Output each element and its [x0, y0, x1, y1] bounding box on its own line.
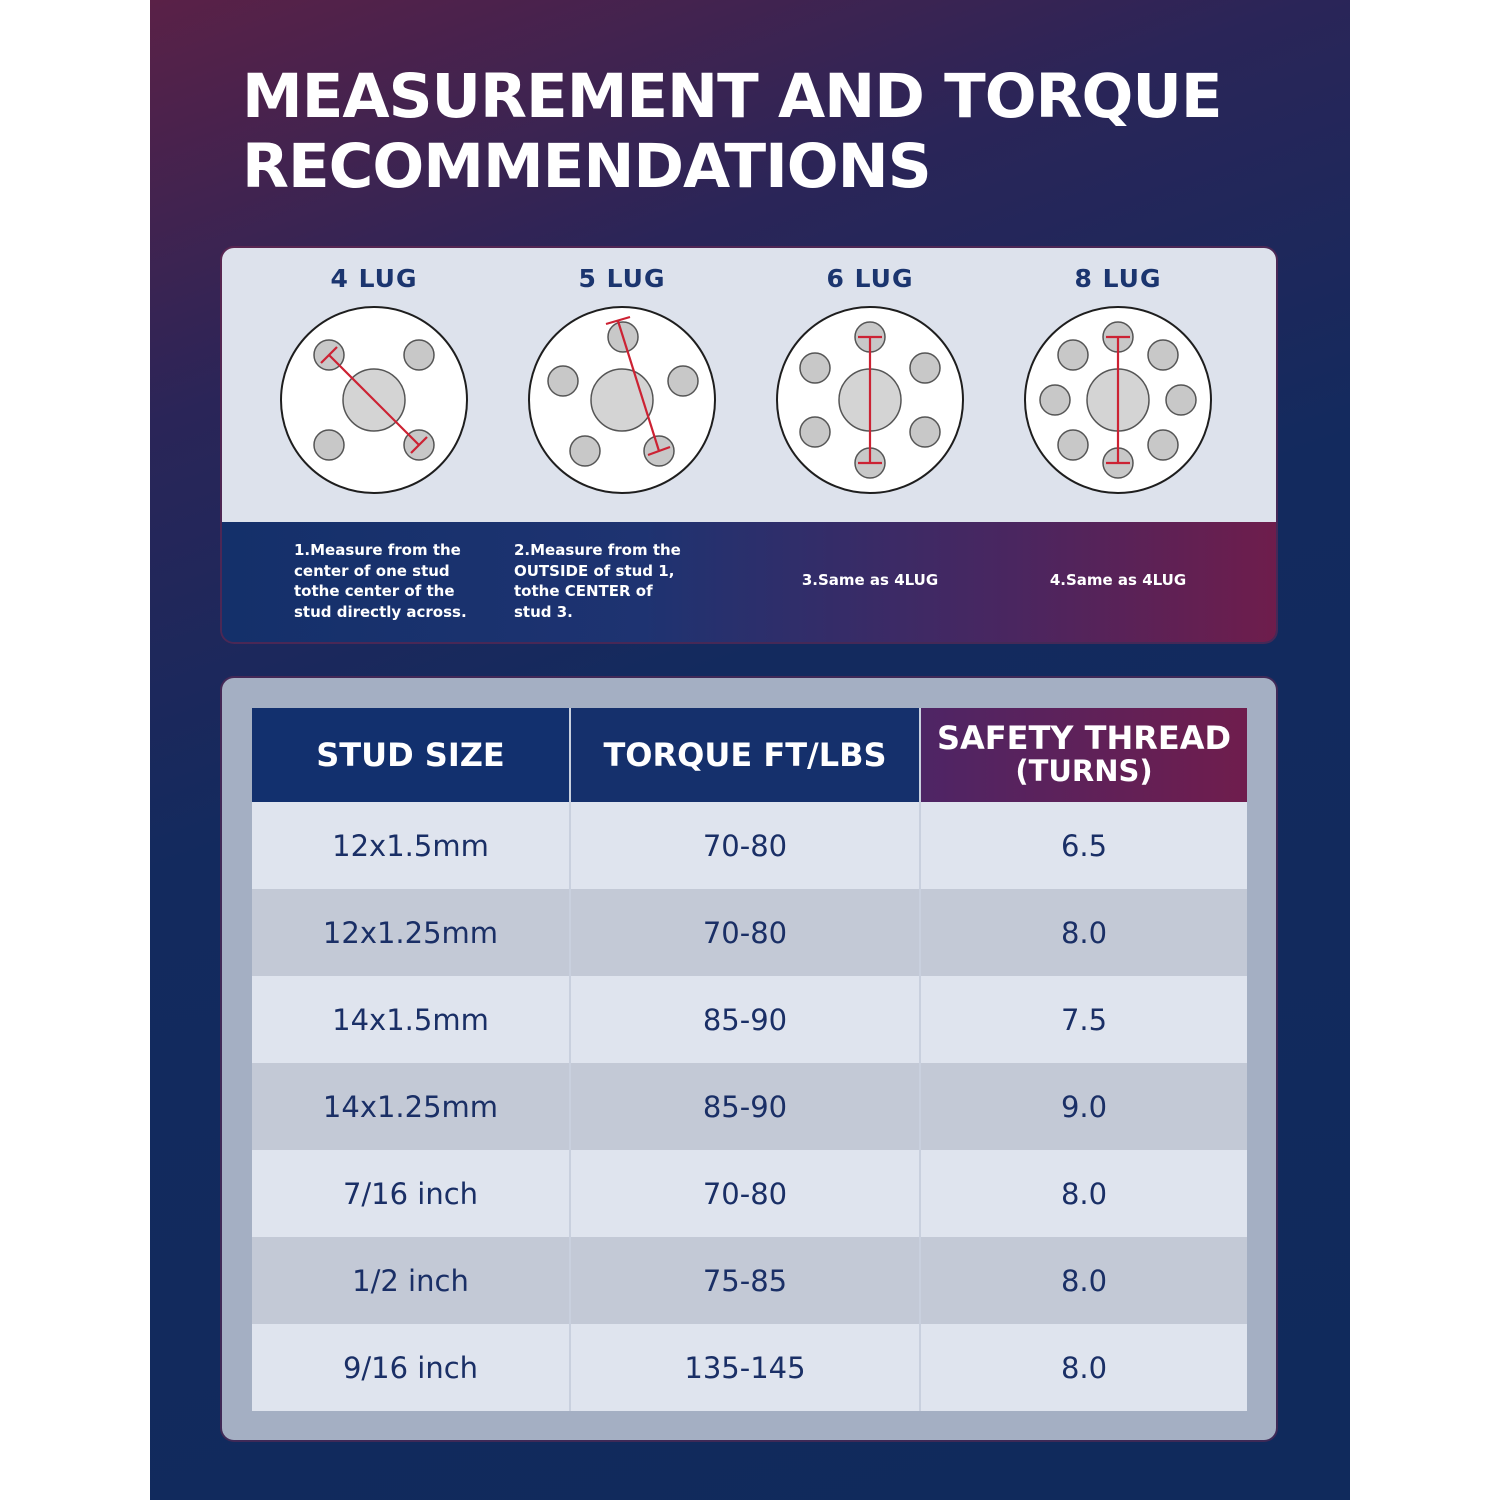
cell-torque: 70-80 — [570, 802, 920, 889]
table-row — [252, 802, 1247, 889]
stud-hole — [548, 366, 578, 396]
cell-stud-size: 12x1.5mm — [252, 802, 570, 889]
table-row — [252, 889, 1247, 976]
table-row — [252, 976, 1247, 1063]
cell-stud-size: 9/16 inch — [252, 1324, 570, 1411]
note-line: tothe center of the — [294, 582, 455, 600]
lug-8-diagram — [1022, 304, 1214, 496]
stud-hole — [1058, 430, 1088, 460]
cell-turns: 7.5 — [920, 976, 1247, 1063]
poster — [150, 0, 1350, 1500]
cell-stud-size: 14x1.25mm — [252, 1063, 570, 1150]
lug-5-title: 5 LUG — [578, 264, 666, 293]
page-title-line1: MEASUREMENT AND TORQUE — [242, 61, 1222, 132]
note-line: OUTSIDE of stud 1, — [514, 561, 675, 580]
header-safety-thread-label: SAFETY THREAD — [936, 719, 1232, 757]
table-row — [252, 1237, 1247, 1324]
cell-stud-size: 1/2 inch — [252, 1237, 570, 1324]
cell-torque: 70-80 — [570, 1150, 920, 1237]
lug-5-diagram — [526, 304, 718, 496]
header-safety-thread — [920, 708, 1247, 802]
note-line: stud 3. — [514, 602, 573, 621]
torque-table — [252, 708, 1247, 1411]
cell-turns: 8.0 — [920, 1237, 1247, 1324]
stud-hole — [910, 353, 940, 383]
cell-torque: 75-85 — [570, 1237, 920, 1324]
cell-turns: 8.0 — [920, 889, 1247, 976]
note-line: 2.Measure from the — [514, 541, 681, 559]
table-header-row — [252, 708, 1247, 802]
lug-6-diagram — [774, 304, 966, 496]
cell-stud-size: 14x1.5mm — [252, 976, 570, 1063]
stud-hole — [1166, 385, 1196, 415]
table-row — [252, 1063, 1247, 1150]
header-torque: TORQUE FT/LBS — [570, 708, 920, 802]
cell-turns: 8.0 — [920, 1324, 1247, 1411]
lug-4-column — [250, 248, 498, 642]
cell-torque: 70-80 — [570, 889, 920, 976]
stud-hole — [800, 353, 830, 383]
stud-hole — [668, 366, 698, 396]
stud-hole — [570, 436, 600, 466]
note-line: 1.Measure from the — [294, 541, 461, 559]
lug-measurement-card — [222, 248, 1276, 642]
cell-stud-size: 7/16 inch — [252, 1150, 570, 1237]
lug-8-column — [994, 248, 1242, 642]
note-line: center of one stud — [294, 561, 450, 580]
table-row — [252, 1150, 1247, 1237]
cell-turns: 9.0 — [920, 1063, 1247, 1150]
cell-torque: 85-90 — [570, 1063, 920, 1150]
cell-torque: 85-90 — [570, 976, 920, 1063]
lug-8-title: 8 LUG — [1074, 264, 1162, 293]
stud-hole — [314, 430, 344, 460]
lug-4-note — [294, 540, 467, 622]
note-line: stud directly across. — [294, 602, 467, 621]
torque-table-card — [222, 678, 1276, 1440]
stud-hole — [800, 417, 830, 447]
stud-hole — [1148, 340, 1178, 370]
lug-5-column — [498, 248, 746, 642]
lug-6-column — [746, 248, 994, 642]
stud-hole — [910, 417, 940, 447]
header-safety-thread-sub: (TURNS) — [1015, 754, 1153, 788]
lug-5-note — [514, 540, 681, 622]
note-line: tothe CENTER of — [514, 582, 653, 600]
page-title-line2: RECOMMENDATIONS — [242, 131, 931, 202]
lug-4-title: 4 LUG — [330, 264, 418, 293]
cell-torque: 135-145 — [570, 1324, 920, 1411]
header-stud-size: STUD SIZE — [252, 708, 570, 802]
lug-4-diagram — [278, 304, 470, 496]
lug-6-note: 3.Same as 4LUG — [801, 571, 939, 589]
stud-hole — [1058, 340, 1088, 370]
cell-turns: 8.0 — [920, 1150, 1247, 1237]
cell-turns: 6.5 — [920, 802, 1247, 889]
table-row — [252, 1324, 1247, 1411]
stud-hole — [1040, 385, 1070, 415]
stud-hole — [404, 340, 434, 370]
page-title — [242, 62, 1322, 202]
lug-8-note: 4.Same as 4LUG — [1049, 571, 1187, 589]
stud-hole — [1148, 430, 1178, 460]
lug-6-title: 6 LUG — [826, 264, 914, 293]
cell-stud-size: 12x1.25mm — [252, 889, 570, 976]
